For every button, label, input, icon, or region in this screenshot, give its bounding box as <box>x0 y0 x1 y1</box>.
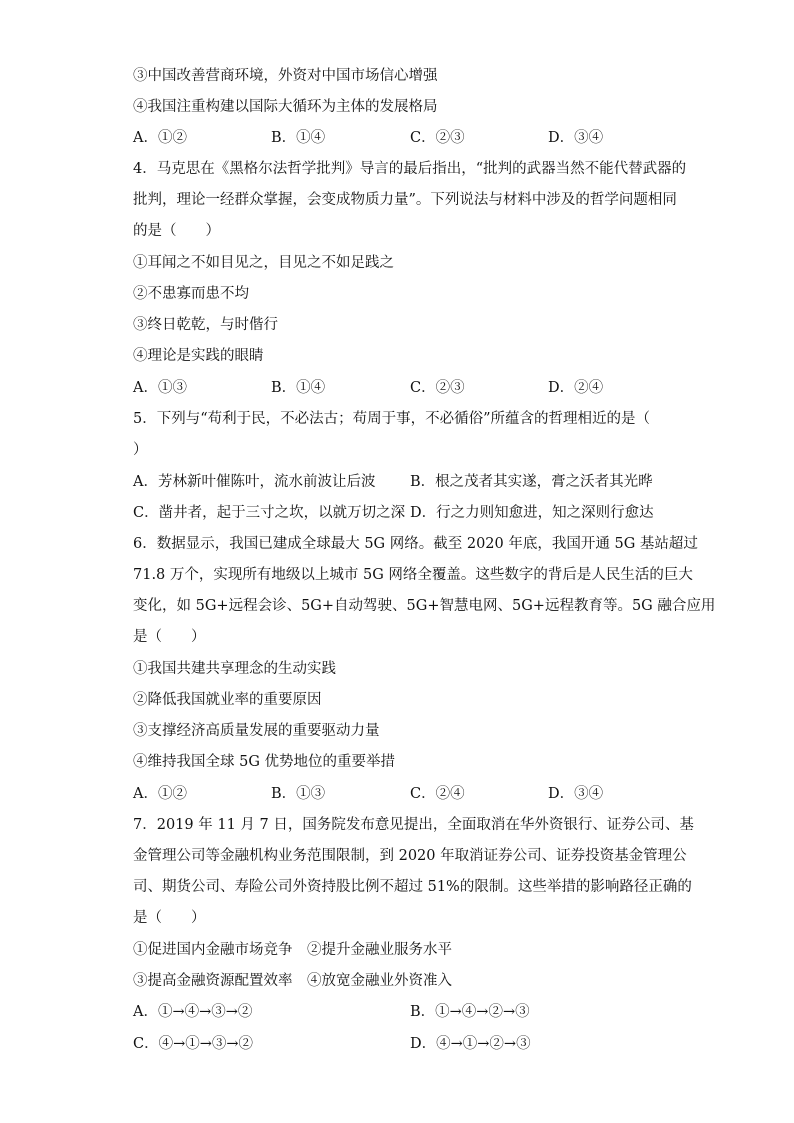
q6-stem-line-2: 71.8 万个，实现所有地级以上城市 5G 网络全覆盖。这些数字的背后是人民生活的巨大 <box>133 567 693 583</box>
q5-stem-line-2: ） <box>133 442 148 458</box>
q4-option-b[interactable]: B．①④ <box>271 380 326 396</box>
q3-option-c[interactable]: C．②③ <box>410 130 465 146</box>
q7-stem-line-2: 金管理公司等金融机构业务范围限制，到 2020 年取消证券公司、证券投资基金管理公 <box>133 848 687 864</box>
q7-option-b[interactable]: B．①→④→②→③ <box>410 1004 530 1020</box>
q6-stem-line-3: 变化，如 5G+远程会诊、5G+自动驾驶、5G+智慧电网、5G+远程教育等。5G 融合应用 <box>133 598 716 614</box>
q7-stem-line-3: 司、期货公司、寿险公司外资持股比例不超过 51%的限制。这些举措的影响路径正确的 <box>133 879 692 895</box>
q6-statement-2: ②降低我国就业率的重要原因 <box>133 692 322 708</box>
q7-statements-line-2: ③提高金融资源配置效率 ④放宽金融业外资准入 <box>133 973 452 989</box>
q7-option-d[interactable]: D．④→①→②→③ <box>410 1036 531 1052</box>
q5-option-d[interactable]: D．行之力则知愈进，知之深则行愈达 <box>410 505 654 521</box>
q6-stem-line-1: 6．数据显示，我国已建成全球最大 5G 网络。截至 2020 年底，我国开通 5G 基站超过 <box>133 536 698 552</box>
q6-statement-1: ①我国共建共享理念的生动实践 <box>133 661 336 677</box>
q7-option-c[interactable]: C．④→①→③→② <box>133 1036 254 1052</box>
q6-option-d[interactable]: D．③④ <box>548 786 604 802</box>
q4-stem-line-2: 批判，理论一经群众掌握，会变成物质力量”。下列说法与材料中涉及的哲学问题相同 <box>133 192 677 208</box>
q7-stem-line-4: 是（ ） <box>133 910 206 926</box>
q7-option-a[interactable]: A．①→④→③→② <box>133 1004 253 1020</box>
q6-statement-3: ③支撑经济高质量发展的重要驱动力量 <box>133 723 380 739</box>
q4-statement-4: ④理论是实践的眼睛 <box>133 348 264 364</box>
q6-stem-line-4: 是（ ） <box>133 629 206 645</box>
q4-statement-2: ②不患寡而患不均 <box>133 286 249 302</box>
q4-option-d[interactable]: D．②④ <box>548 380 604 396</box>
q7-statements-line-1: ①促进国内金融市场竞争 ②提升金融业服务水平 <box>133 942 452 958</box>
q5-option-b[interactable]: B．根之茂者其实遂，膏之沃者其光晔 <box>410 474 653 490</box>
q5-stem-line-1: 5．下列与“苟利于民，不必法古；苟周于事，不必循俗”所蕴含的哲理相近的是（ <box>133 411 651 427</box>
q3-statement-4: ④我国注重构建以国际大循环为主体的发展格局 <box>133 99 438 115</box>
q6-option-c[interactable]: C．②④ <box>410 786 465 802</box>
q4-statement-1: ①耳闻之不如目见之，目见之不如足践之 <box>133 255 394 271</box>
q6-option-b[interactable]: B．①③ <box>271 786 326 802</box>
q4-stem-line-3: 的是（ ） <box>133 223 220 239</box>
q6-option-a[interactable]: A．①② <box>133 786 187 802</box>
q5-option-a[interactable]: A．芳林新叶催陈叶，流水前波让后波 <box>133 474 376 490</box>
q3-statement-3: ③中国改善营商环境，外资对中国市场信心增强 <box>133 68 438 84</box>
q4-statement-3: ③终日乾乾，与时偕行 <box>133 317 278 333</box>
q4-option-a[interactable]: A．①③ <box>133 380 187 396</box>
q6-statement-4: ④维持我国全球 5G 优势地位的重要举措 <box>133 754 396 770</box>
q3-option-b[interactable]: B．①④ <box>271 130 326 146</box>
q3-option-d[interactable]: D．③④ <box>548 130 604 146</box>
q3-option-a[interactable]: A．①② <box>133 130 187 146</box>
q4-option-c[interactable]: C．②③ <box>410 380 465 396</box>
q7-stem-line-1: 7．2019 年 11 月 7 日，国务院发布意见提出，全面取消在华外资银行、证券公司、基 <box>133 817 694 833</box>
q4-stem-line-1: 4．马克思在《黑格尔法哲学批判》导言的最后指出，“批判的武器当然不能代替武器的 <box>133 161 687 177</box>
q5-option-c[interactable]: C．凿井者，起于三寸之坎，以就万切之深 <box>133 505 406 521</box>
